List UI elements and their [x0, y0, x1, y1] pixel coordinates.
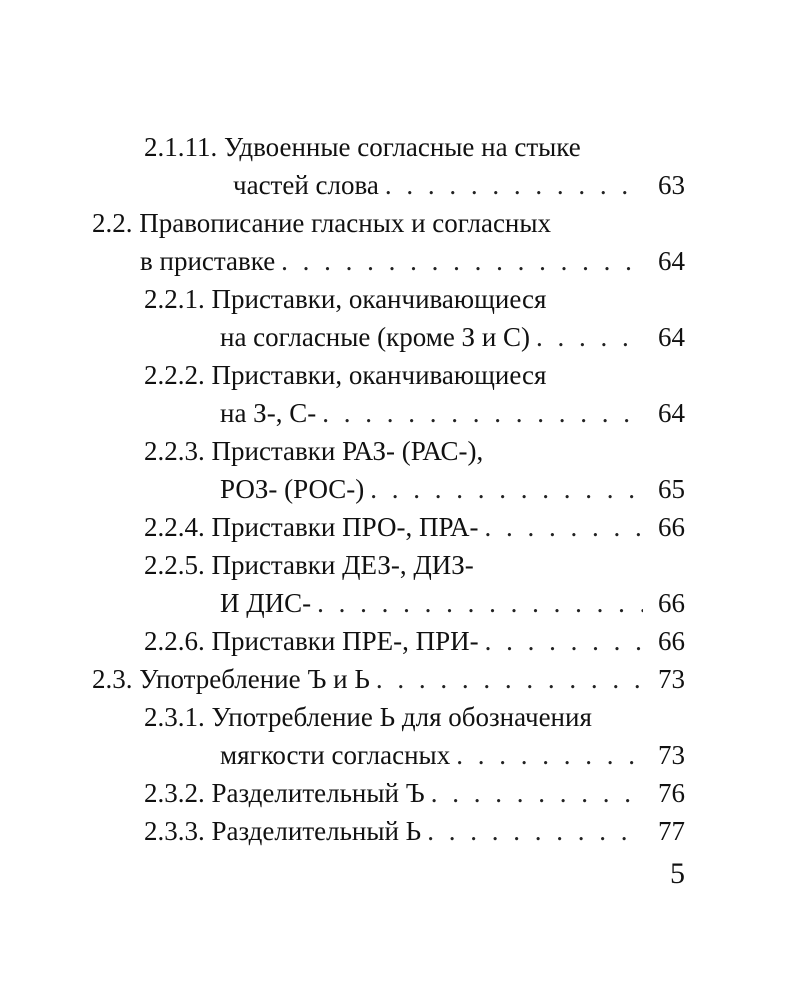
dot-leader — [281, 242, 643, 280]
toc-entry-title-cont: мягкости согласных — [220, 740, 451, 770]
dot-leader — [317, 584, 643, 622]
toc-entry-line — [220, 736, 685, 774]
toc-entry-title-cont: РОЗ- (РОС-) — [220, 474, 365, 504]
toc-page-number: 65 — [658, 474, 685, 504]
toc-entry-line — [92, 660, 685, 698]
toc-page-number: 76 — [658, 778, 685, 808]
toc-page-number: 77 — [658, 816, 685, 846]
toc-entry-line — [144, 812, 685, 850]
toc-entry-title-cont: И ДИС- — [220, 588, 312, 618]
toc-entry-title: 2.2.5. Приставки ДЕЗ-, ДИЗ- — [144, 550, 474, 580]
page-number: 5 — [670, 857, 685, 890]
toc-entry-2-2-5 — [0, 546, 800, 622]
dot-leader — [427, 812, 643, 850]
dot-leader — [536, 318, 643, 356]
toc-entry-line — [144, 774, 685, 812]
table-of-contents — [0, 128, 800, 850]
toc-entry-line — [220, 318, 685, 356]
toc-entry-title-cont: в приставке — [140, 246, 276, 276]
dot-leader — [431, 774, 643, 812]
toc-entry-title-cont: на согласные (кроме З и С) — [220, 322, 531, 352]
toc-entry-title: 2.3.2. Разделительный Ъ — [144, 778, 425, 808]
toc-page-number: 66 — [658, 626, 685, 656]
dot-leader — [485, 622, 643, 660]
toc-page-number: 64 — [658, 322, 685, 352]
toc-entry-title: 2.2.3. Приставки РАЗ- (РАС-), — [144, 436, 484, 466]
toc-entry-title: 2.2. Правописание гласных и согласных — [92, 208, 552, 238]
toc-page-number: 73 — [658, 740, 685, 770]
toc-entry-2-2-4 — [0, 508, 800, 546]
toc-entry-title: 2.2.4. Приставки ПРО-, ПРА- — [144, 512, 479, 542]
toc-entry-2-3-3 — [0, 812, 800, 850]
toc-entry-2-3-1 — [0, 698, 800, 774]
toc-entry-2-3 — [0, 660, 800, 698]
toc-entry-2-1-11 — [0, 128, 800, 204]
toc-entry-title: 2.2.2. Приставки, оканчивающиеся — [144, 360, 547, 390]
toc-entry-title: 2.3.3. Разделительный Ь — [144, 816, 422, 846]
toc-entry-title: 2.1.11. Удвоенные согласные на стыке — [144, 132, 581, 162]
toc-entry-2-3-2 — [0, 774, 800, 812]
dot-leader — [376, 660, 643, 698]
toc-entry-line — [220, 394, 685, 432]
dot-leader — [370, 470, 643, 508]
toc-entry-2-2-3 — [0, 432, 800, 508]
toc-page-number: 64 — [658, 398, 685, 428]
dot-leader — [456, 736, 643, 774]
toc-entry-line — [233, 166, 685, 204]
toc-page-number: 63 — [658, 170, 685, 200]
toc-entry-2-2-6 — [0, 622, 800, 660]
toc-entry-2-2-1 — [0, 280, 800, 356]
toc-entry-title: 2.3.1. Употребление Ь для обозначения — [144, 702, 592, 732]
dot-leader — [485, 508, 644, 546]
toc-entry-title: 2.2.6. Приставки ПРЕ-, ПРИ- — [144, 626, 479, 656]
toc-page-number: 66 — [658, 588, 685, 618]
toc-page-number: 66 — [658, 512, 685, 542]
toc-entry-title: 2.3. Употребление Ъ и Ь — [92, 664, 370, 694]
toc-entry-title-cont: частей слова — [233, 170, 379, 200]
toc-entry-title: 2.2.1. Приставки, оканчивающиеся — [144, 284, 547, 314]
toc-entry-line — [220, 470, 685, 508]
toc-entry-title-cont: на З-, С- — [220, 398, 317, 428]
dot-leader — [385, 166, 643, 204]
toc-page-number: 73 — [658, 664, 685, 694]
toc-page-number: 64 — [658, 246, 685, 276]
dot-leader — [322, 394, 643, 432]
toc-entry-line — [144, 622, 685, 660]
toc-entry-2-2 — [0, 204, 800, 280]
toc-entry-line — [220, 584, 685, 622]
toc-entry-2-2-2 — [0, 356, 800, 432]
toc-entry-line — [140, 242, 685, 280]
toc-entry-line — [144, 508, 685, 546]
